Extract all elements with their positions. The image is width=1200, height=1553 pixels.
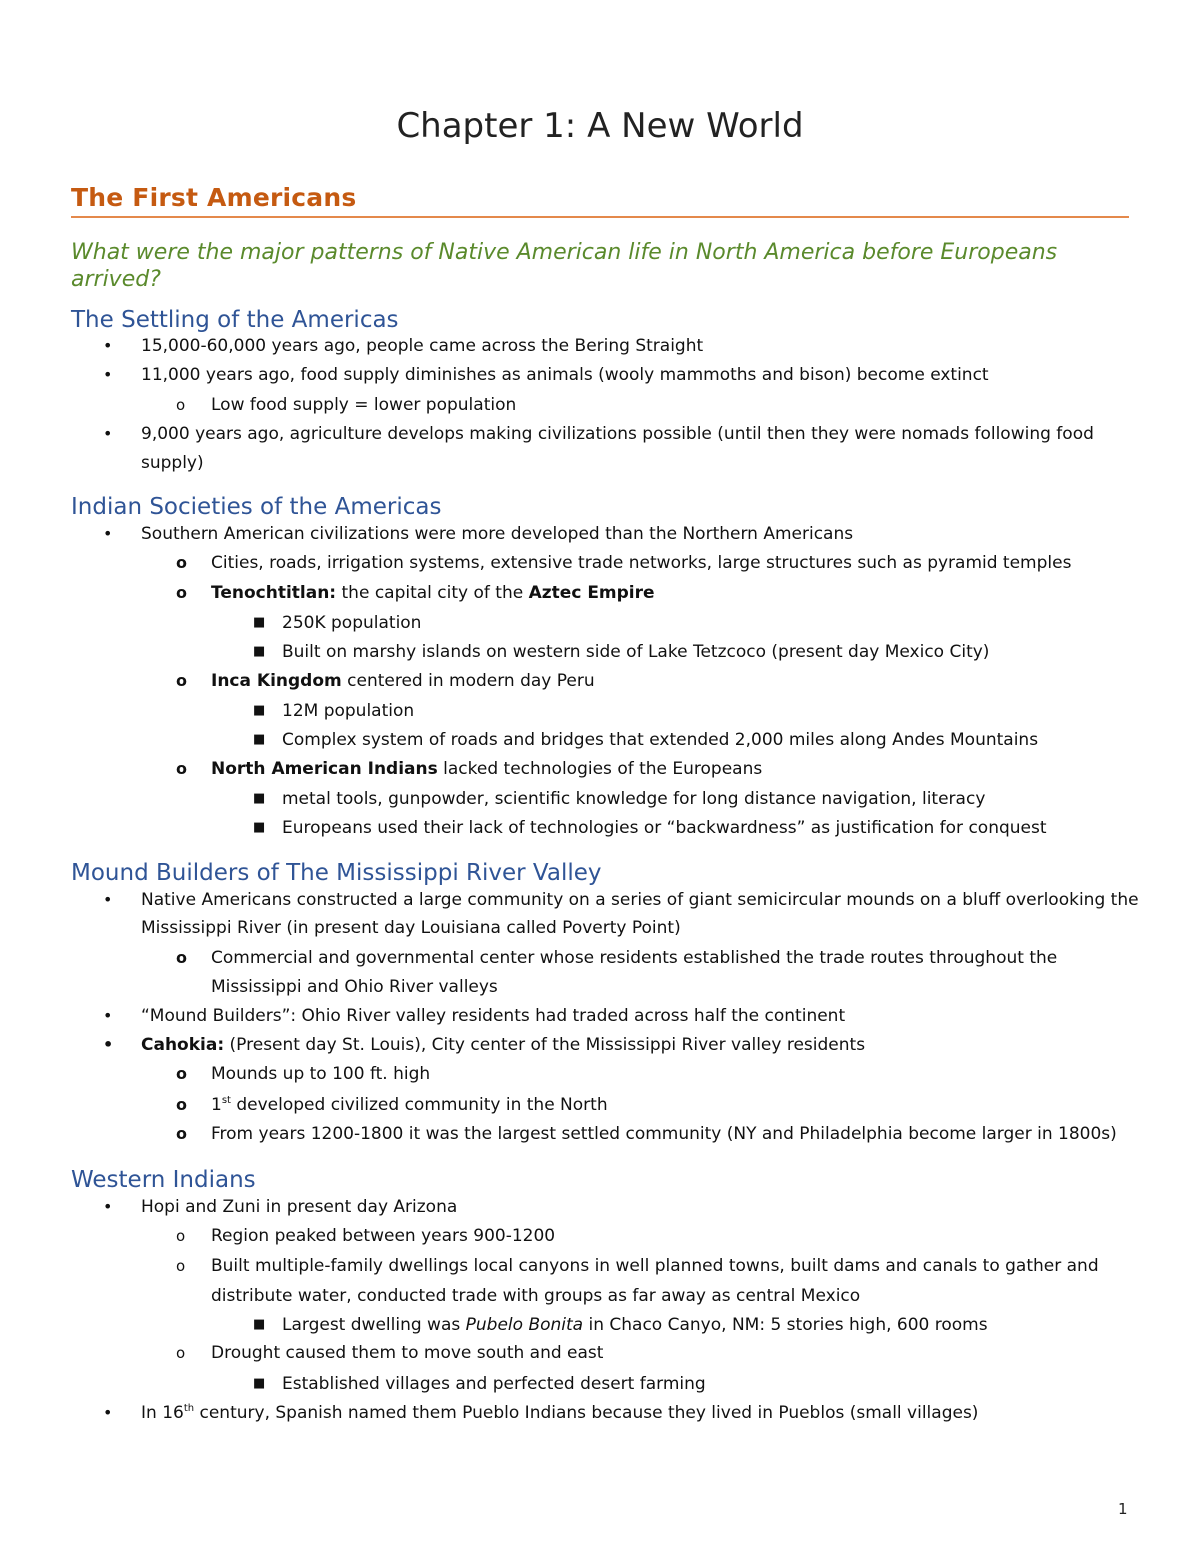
ordinal-number: 1 bbox=[211, 1095, 222, 1115]
section-title: The First Americans bbox=[71, 183, 357, 212]
term-cahokia: Cahokia: bbox=[141, 1035, 225, 1055]
list-item: Built multiple-family dwellings local canyons in well planned towns, built dams and canals to gather and bbox=[211, 1256, 1099, 1276]
heading-indian-societies: Indian Societies of the Americas bbox=[71, 494, 442, 520]
circle-bullet-icon: o bbox=[176, 1064, 187, 1083]
list-item: Established villages and perfected desert farming bbox=[282, 1374, 706, 1394]
list-item-text: (Present day St. Louis), City center of the Mississippi River valley residents bbox=[224, 1035, 866, 1055]
list-item: From years 1200-1800 it was the largest settled community (NY and Philadelphia become larger in 1800s) bbox=[211, 1124, 1117, 1144]
square-bullet-icon: ■ bbox=[253, 732, 266, 747]
square-bullet-icon: ■ bbox=[253, 1376, 266, 1391]
bullet-icon: • bbox=[103, 336, 113, 355]
bullet-icon: • bbox=[103, 890, 113, 909]
ordinal-suffix: th bbox=[183, 1403, 195, 1414]
circle-bullet-icon: o bbox=[176, 1227, 186, 1245]
square-bullet-icon: ■ bbox=[253, 791, 266, 806]
list-item bbox=[211, 670, 595, 692]
term-inca-kingdom: Inca Kingdom bbox=[211, 671, 342, 691]
circle-bullet-icon: o bbox=[176, 1257, 186, 1275]
guiding-question: What were the major patterns of Native American life in North America before Europeans arrived? bbox=[71, 240, 1058, 292]
circle-bullet-icon: o bbox=[176, 553, 187, 572]
list-item: Native Americans constructed a large community on a series of giant semicircular mounds on a bluff overlooking the bbox=[141, 890, 1139, 910]
circle-bullet-icon: o bbox=[176, 1095, 187, 1114]
list-item: Europeans used their lack of technologies or “backwardness” as justification for conquest bbox=[282, 818, 1047, 838]
list-item-text: century, Spanish named them Pueblo Indians because they lived in Pueblos (small villages) bbox=[194, 1403, 979, 1423]
circle-bullet-icon: o bbox=[176, 759, 187, 778]
square-bullet-icon: ■ bbox=[253, 703, 266, 718]
list-item-continuation: distribute water, conducted trade with groups as far away as central Mexico bbox=[211, 1286, 861, 1306]
list-item-text: developed civilized community in the North bbox=[230, 1095, 608, 1115]
list-item: 11,000 years ago, food supply diminishes as animals (wooly mammoths and bison) become extinct bbox=[141, 365, 989, 385]
list-item: Built on marshy islands on western side of Lake Tetzcoco (present day Mexico City) bbox=[282, 642, 990, 662]
circle-bullet-icon: o bbox=[176, 1124, 187, 1143]
list-item-text: in Chaco Canyo, NM: 5 stories high, 600 rooms bbox=[583, 1315, 988, 1335]
list-item: 12M population bbox=[282, 701, 415, 721]
circle-bullet-icon: o bbox=[176, 1344, 186, 1362]
term-tenochtitlan: Tenochtitlan: bbox=[211, 583, 337, 603]
bullet-icon: • bbox=[103, 1035, 114, 1054]
list-item-text: centered in modern day Peru bbox=[341, 671, 595, 691]
section-divider bbox=[71, 216, 1129, 218]
bullet-icon: • bbox=[103, 1006, 113, 1025]
list-item: Cities, roads, irrigation systems, extensive trade networks, large structures such as pyramid temples bbox=[211, 553, 1072, 573]
bullet-icon: • bbox=[103, 424, 113, 443]
list-item: 15,000-60,000 years ago, people came across the Bering Straight bbox=[141, 336, 704, 356]
list-item: Drought caused them to move south and east bbox=[211, 1343, 604, 1363]
circle-bullet-icon: o bbox=[176, 671, 187, 690]
term-north-american-indians: North American Indians bbox=[211, 759, 438, 779]
bullet-icon: • bbox=[103, 524, 113, 543]
list-item: Complex system of roads and bridges that extended 2,000 miles along Andes Mountains bbox=[282, 730, 1039, 750]
list-item bbox=[211, 582, 655, 604]
list-item bbox=[211, 1094, 608, 1116]
heading-settling: The Settling of the Americas bbox=[71, 307, 399, 333]
list-item-text: In 16 bbox=[141, 1403, 184, 1423]
term-pueblo-bonito: Pubelo Bonita bbox=[465, 1315, 584, 1335]
list-item-text: the capital city of the bbox=[336, 583, 529, 603]
list-item bbox=[211, 758, 762, 780]
list-item bbox=[141, 1402, 978, 1424]
list-item-continuation: Mississippi River (in present day Louisiana called Poverty Point) bbox=[141, 918, 681, 938]
page-number: 1 bbox=[1118, 1500, 1128, 1518]
bullet-icon: • bbox=[103, 365, 113, 384]
square-bullet-icon: ■ bbox=[253, 1317, 266, 1332]
list-item: Region peaked between years 900-1200 bbox=[211, 1226, 556, 1246]
square-bullet-icon: ■ bbox=[253, 615, 266, 630]
circle-bullet-icon: o bbox=[176, 948, 187, 967]
square-bullet-icon: ■ bbox=[253, 644, 266, 659]
list-item bbox=[282, 1314, 988, 1336]
list-item: 9,000 years ago, agriculture develops making civilizations possible (until then they were nomads following food bbox=[141, 424, 1094, 444]
square-bullet-icon: ■ bbox=[253, 820, 266, 835]
heading-western-indians: Western Indians bbox=[71, 1167, 256, 1193]
list-item: Commercial and governmental center whose residents established the trade routes throughout the bbox=[211, 948, 1058, 968]
heading-mound-builders: Mound Builders of The Mississippi River Valley bbox=[71, 860, 602, 886]
list-item: “Mound Builders”: Ohio River valley residents had traded across half the continent bbox=[141, 1006, 846, 1026]
list-item-text: Largest dwelling was bbox=[282, 1315, 466, 1335]
list-item: Hopi and Zuni in present day Arizona bbox=[141, 1197, 458, 1217]
list-item-continuation: supply) bbox=[141, 453, 204, 473]
list-item-text: lacked technologies of the Europeans bbox=[437, 759, 763, 779]
ordinal-suffix: st bbox=[221, 1095, 231, 1106]
term-aztec-empire: Aztec Empire bbox=[528, 583, 655, 603]
list-item: 250K population bbox=[282, 613, 422, 633]
list-item: metal tools, gunpowder, scientific knowledge for long distance navigation, literacy bbox=[282, 789, 986, 809]
circle-bullet-icon: o bbox=[176, 583, 187, 602]
bullet-icon: • bbox=[103, 1197, 113, 1216]
list-item-continuation: Mississippi and Ohio River valleys bbox=[211, 977, 498, 997]
list-item bbox=[141, 1034, 865, 1056]
circle-bullet-icon: o bbox=[176, 396, 186, 414]
chapter-title: Chapter 1: A New World bbox=[396, 106, 804, 146]
bullet-icon: • bbox=[103, 1403, 113, 1422]
list-item: Southern American civilizations were more developed than the Northern Americans bbox=[141, 524, 854, 544]
list-item: Mounds up to 100 ft. high bbox=[211, 1064, 431, 1084]
list-item: Low food supply = lower population bbox=[211, 395, 517, 415]
